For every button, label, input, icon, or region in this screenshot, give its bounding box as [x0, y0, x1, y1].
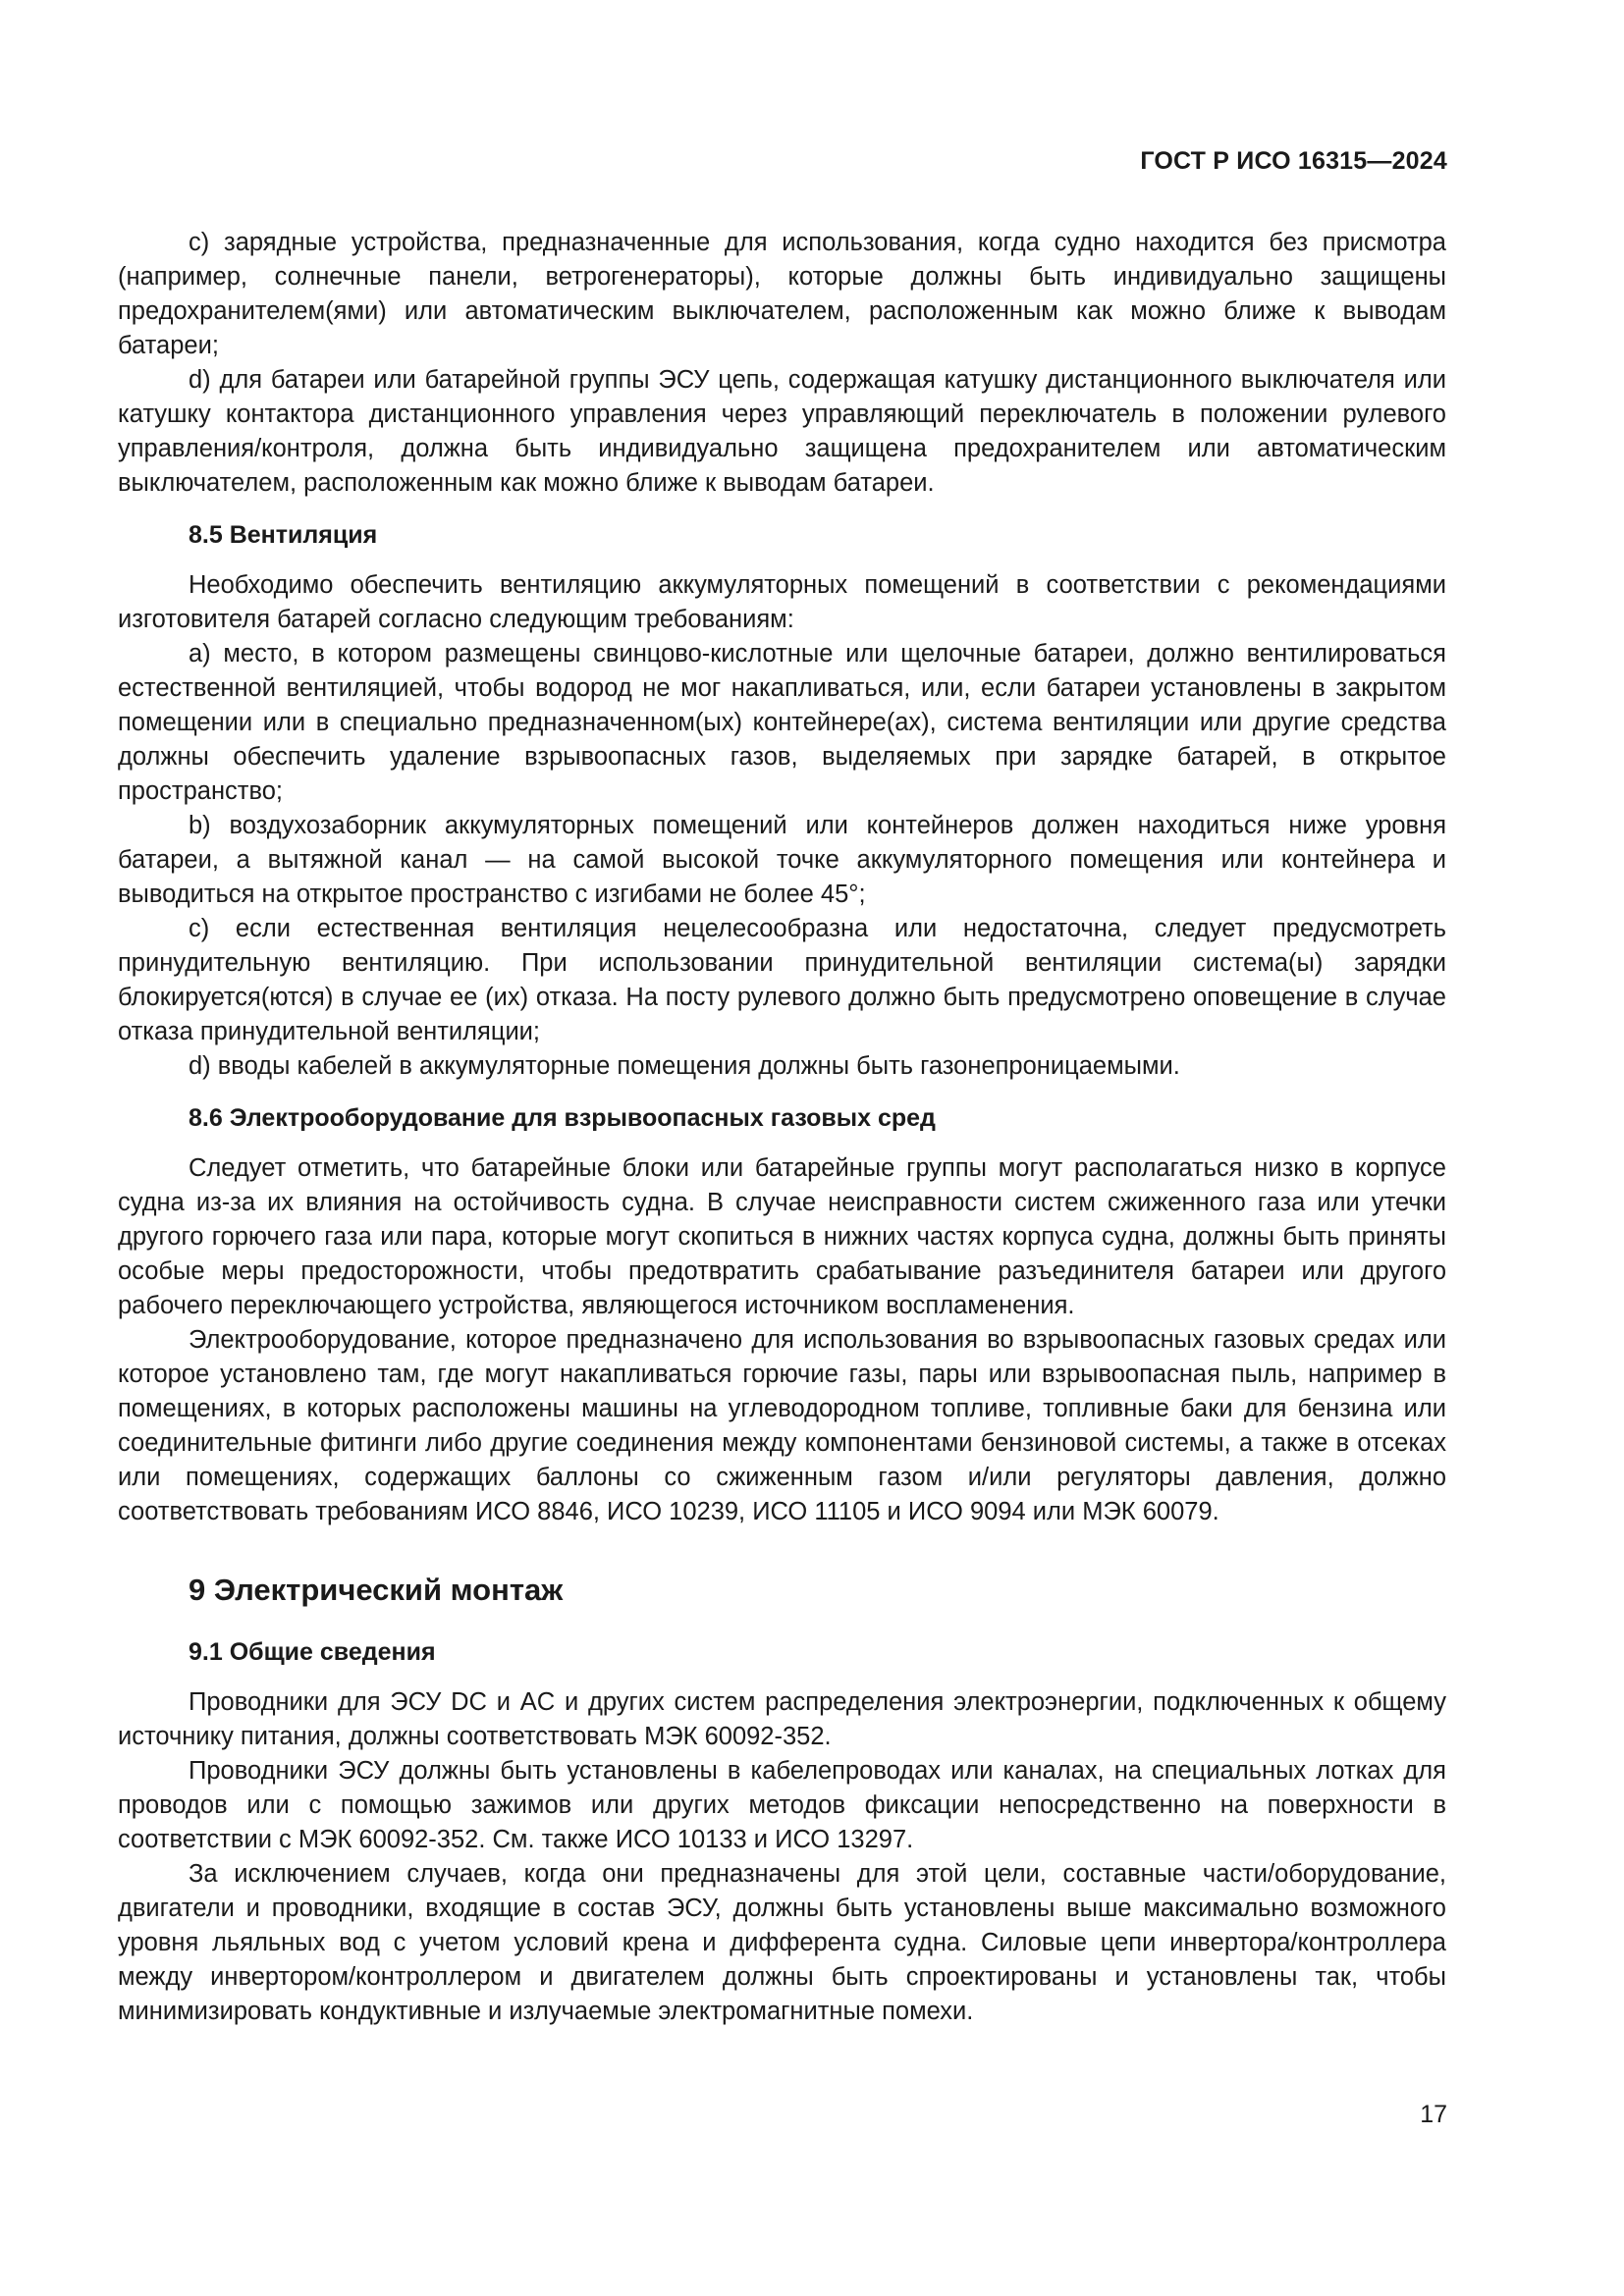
section-9-1-paragraph-2: Проводники ЭСУ должны быть установлены в кабелепроводах или каналах, на специальных лотках для проводов или с помощью зажимов или других методов фиксации непосредственно на поверхности в соответствии с МЭК 60092-352. См. также ИСО 10133 и ИСО 13297.	[118, 1757, 1446, 1853]
paragraph-item-d: d) для батареи или батарейной группы ЭСУ цепь, содержащая катушку дистанционного выключателя или катушку контактора дистанционного управления через управляющий переключатель в положении рулевого управления/контроля, должна быть индивидуально защищена предохранителем или автоматическим выключателем, расположенным как можно ближе к выводам батареи.	[118, 366, 1446, 497]
section-9-1-paragraph-1: Проводники для ЭСУ DC и AC и других систем распределения электроэнергии, подключенных к общему источнику питания, должны соответствовать МЭК 60092-352.	[118, 1688, 1446, 1750]
document-body	[118, 226, 1446, 2029]
section-8-6-paragraph-1: Следует отметить, что батарейные блоки или батарейные группы могут располагаться низко в корпусе судна из-за их влияния на остойчивость судна. В случае неисправности систем сжиженного газа или утечки другого горючего газа или пара, которые могут скопиться в нижних частях корпуса судна, должны быть приняты особые меры предосторожности, чтобы предотвратить срабатывание разъединителя батареи или другого рабочего переключающего устройства, являющегося источником воспламенения.	[118, 1154, 1446, 1319]
section-8-5-item-c: c) если естественная вентиляция нецелесообразна или недостаточна, следует предусмотреть принудительную вентиляцию. При использовании принудительной вентиляции система(ы) зарядки блокируется(ются) в случае ее (их) отказа. На посту рулевого должно быть предусмотрено оповещение в случае отказа принудительной вентиляции;	[118, 915, 1446, 1045]
section-9-heading: 9 Электрический монтаж	[189, 1573, 564, 1607]
section-8-5-item-b: b) воздухозаборник аккумуляторных помещений или контейнеров должен находиться ниже уровня батареи, а вытяжной канал — на самой высокой точке аккумуляторного помещения или контейнера и выводиться на открытое пространство с изгибами не более 45°;	[118, 812, 1446, 908]
document-code-header: ГОСТ Р ИСО 16315—2024	[1140, 147, 1447, 175]
section-8-5-item-a: a) место, в котором размещены свинцово-кислотные или щелочные батареи, должно вентилироваться естественной вентиляцией, чтобы водород не мог накапливаться, или, если батареи установлены в закрытом помещении или в специально предназначенном(ых) контейнере(ах), система вентиляции или другие средства должны обеспечить удаление взрывоопасных газов, выделяемых при зарядке батарей, в открытое пространство;	[118, 640, 1446, 805]
section-8-5-item-d: d) вводы кабелей в аккумуляторные помещения должны быть газонепроницаемыми.	[189, 1052, 1180, 1080]
page-number: 17	[1420, 2101, 1447, 2128]
section-9-1-heading: 9.1 Общие сведения	[189, 1638, 436, 1666]
section-8-6-heading: 8.6 Электрооборудование для взрывоопасных газовых сред	[189, 1104, 936, 1132]
section-8-5-heading: 8.5 Вентиляция	[189, 521, 378, 549]
section-8-5-intro: Необходимо обеспечить вентиляцию аккумуляторных помещений в соответствии с рекомендациями изготовителя батарей согласно следующим требованиям:	[118, 571, 1446, 633]
section-8-6-paragraph-2: Электрооборудование, которое предназначено для использования во взрывоопасных газовых средах или которое установлено там, где могут накапливаться горючие газы, пары или взрывоопасная пыль, например в помещениях, в которых расположены машины на углеводородном топливе, топливные баки для бензина или соединительные фитинги либо другие соединения между компонентами бензиновой системы, а также в отсеках или помещениях, содержащих баллоны со сжиженным газом и/или регуляторы давления, должно соответствовать требованиям ИСО 8846, ИСО 10239, ИСО 11105 и ИСО 9094 или МЭК 60079.	[118, 1326, 1446, 1525]
paragraph-item-c: c) зарядные устройства, предназначенные для использования, когда судно находится без присмотра (например, солнечные панели, ветрогенераторы), которые должны быть индивидуально защищены предохранителем(ями) или автоматическим выключателем, расположенным как можно ближе к выводам батареи;	[118, 229, 1446, 359]
section-9-1-paragraph-3: За исключением случаев, когда они предназначены для этой цели, составные части/оборудование, двигатели и проводники, входящие в состав ЭСУ, должны быть установлены выше максимально возможного уровня льяльных вод с учетом условий крена и дифферента судна. Силовые цепи инвертора/контроллера между инвертором/контроллером и двигателем должны быть спроектированы и установлены так, чтобы минимизировать кондуктивные и излучаемые электромагнитные помехи.	[118, 1860, 1446, 2025]
